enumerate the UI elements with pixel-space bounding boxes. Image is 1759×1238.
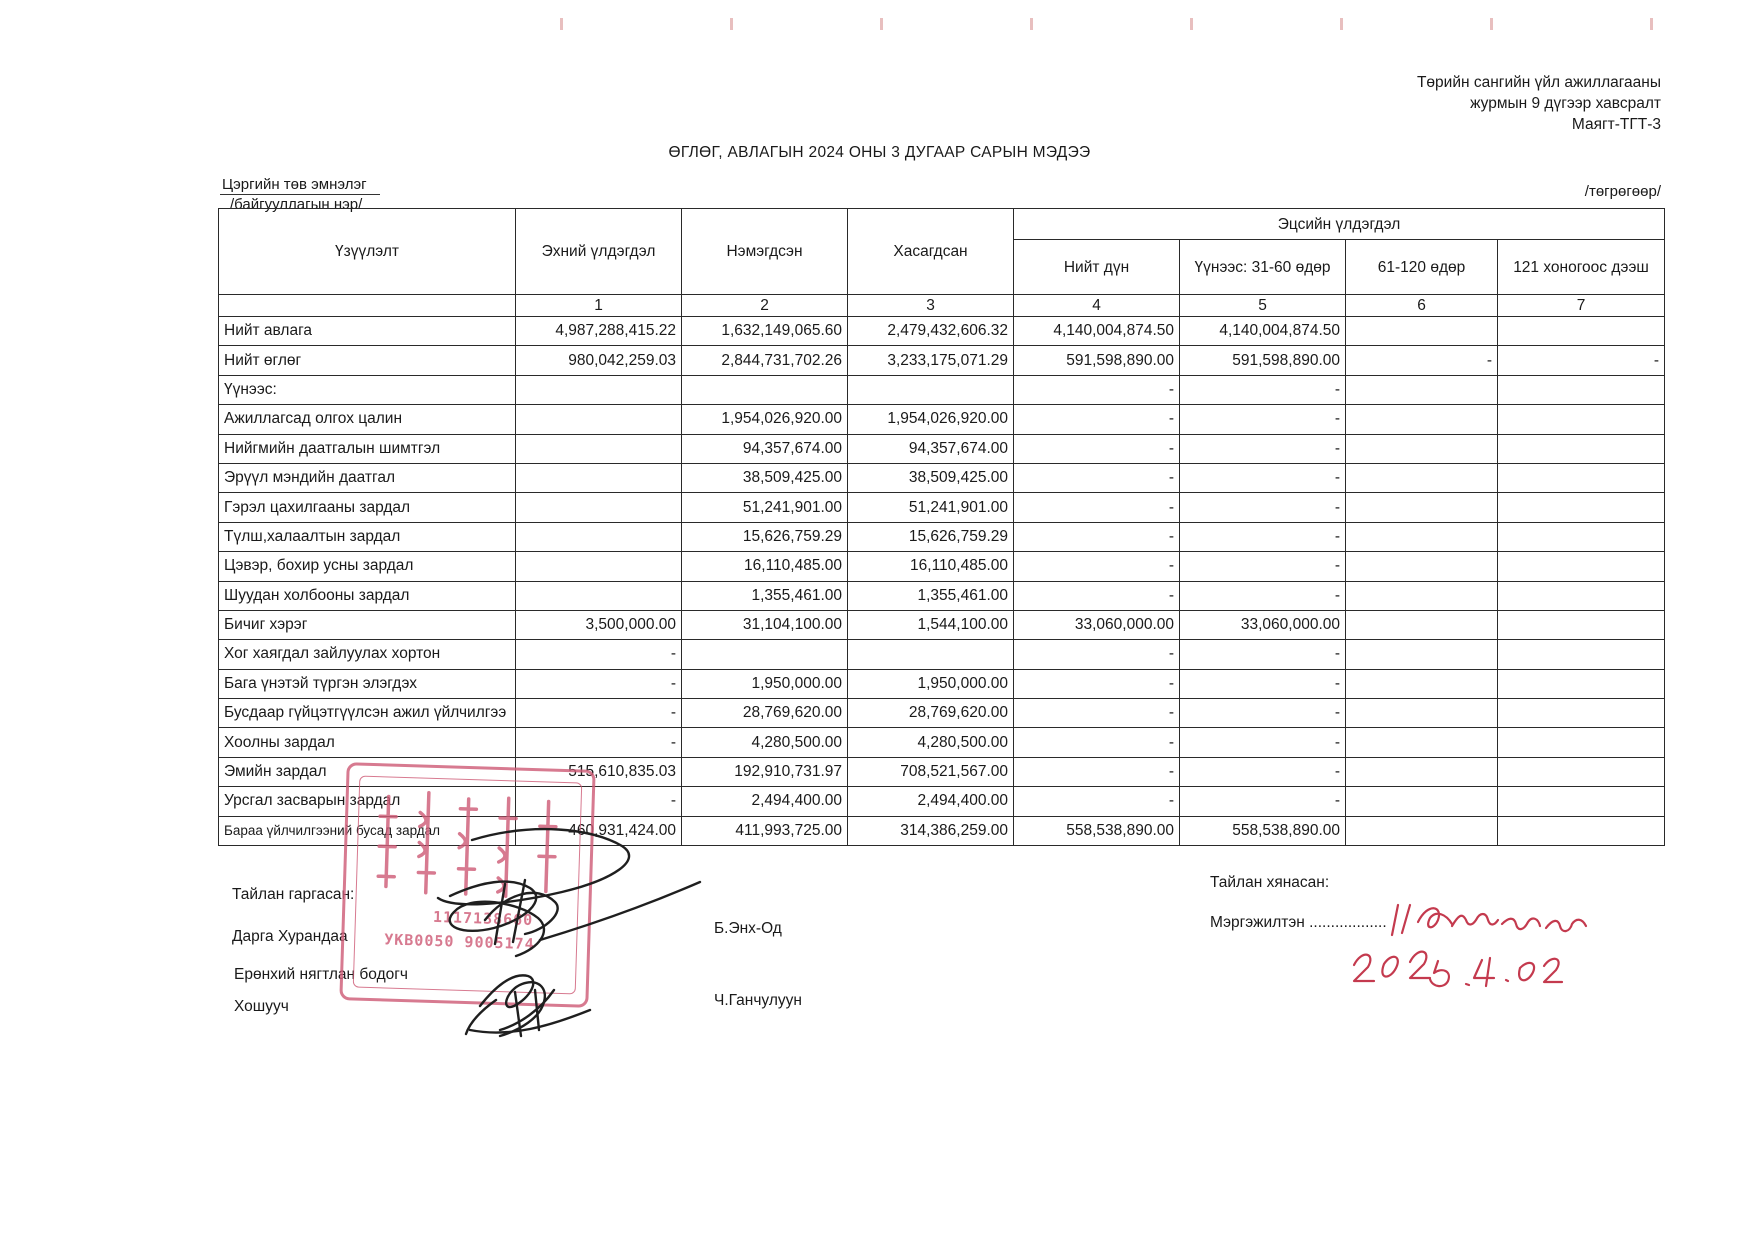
stamp-mongolian-script bbox=[342, 765, 592, 1005]
organization-name: Цэргийн төв эмнэлэг bbox=[222, 176, 367, 193]
cell-c2: 1,632,149,065.60 bbox=[682, 317, 848, 346]
cell-c6 bbox=[1346, 375, 1498, 404]
cell-c5: 591,598,890.00 bbox=[1180, 346, 1346, 375]
currency-unit: /төгрөгөөр/ bbox=[1584, 183, 1661, 200]
cell-c4: - bbox=[1014, 552, 1180, 581]
cell-c1 bbox=[516, 405, 682, 434]
cell-c2: 2,844,731,702.26 bbox=[682, 346, 848, 375]
cell-c4: - bbox=[1014, 405, 1180, 434]
cell-c7 bbox=[1498, 728, 1665, 757]
table-row bbox=[219, 405, 1665, 434]
row-label: Хоолны зардал bbox=[219, 728, 516, 757]
cell-c7 bbox=[1498, 434, 1665, 463]
table-row bbox=[219, 699, 1665, 728]
cell-c2: 38,509,425.00 bbox=[682, 463, 848, 492]
cell-c5: - bbox=[1180, 669, 1346, 698]
cell-c7 bbox=[1498, 787, 1665, 816]
column-index: 7 bbox=[1498, 295, 1665, 317]
row-label: Нийгмийн даатгалын шимтгэл bbox=[219, 434, 516, 463]
cell-c3: 38,509,425.00 bbox=[848, 463, 1014, 492]
column-index: 1 bbox=[516, 295, 682, 317]
cell-c3: 1,544,100.00 bbox=[848, 610, 1014, 639]
cell-c6 bbox=[1346, 463, 1498, 492]
row-label: Бичиг хэрэг bbox=[219, 610, 516, 639]
column-index-blank bbox=[219, 295, 516, 317]
cell-c5: 33,060,000.00 bbox=[1180, 610, 1346, 639]
cell-c6 bbox=[1346, 610, 1498, 639]
table-row bbox=[219, 552, 1665, 581]
row-label: Эрүүл мэндийн даатгал bbox=[219, 463, 516, 492]
cell-c3: 51,241,901.00 bbox=[848, 493, 1014, 522]
cell-c3: 314,386,259.00 bbox=[848, 816, 1014, 845]
cell-c1: 515,610,835.03 bbox=[516, 757, 682, 786]
cell-c2: 1,954,026,920.00 bbox=[682, 405, 848, 434]
row-label: Цэвэр, бохир усны зардал bbox=[219, 552, 516, 581]
cell-c2: 4,280,500.00 bbox=[682, 728, 848, 757]
cell-c6 bbox=[1346, 640, 1498, 669]
cell-c4: - bbox=[1014, 787, 1180, 816]
cell-c3: 708,521,567.00 bbox=[848, 757, 1014, 786]
row-label: Эмийн зардал bbox=[219, 757, 516, 786]
cell-c4: - bbox=[1014, 493, 1180, 522]
cell-c2: 1,950,000.00 bbox=[682, 669, 848, 698]
director-name: Б.Энх-Од bbox=[714, 920, 782, 937]
column-index-row bbox=[219, 295, 1665, 317]
cell-c2: 94,357,674.00 bbox=[682, 434, 848, 463]
cell-c2: 28,769,620.00 bbox=[682, 699, 848, 728]
form-code: Маягт-ТГТ-3 bbox=[1571, 116, 1661, 133]
cell-c5: - bbox=[1180, 581, 1346, 610]
cell-c6 bbox=[1346, 757, 1498, 786]
cell-c6 bbox=[1346, 434, 1498, 463]
cell-c1: - bbox=[516, 699, 682, 728]
cell-c5: - bbox=[1180, 728, 1346, 757]
cell-c2: 31,104,100.00 bbox=[682, 610, 848, 639]
cell-c6 bbox=[1346, 522, 1498, 551]
cell-c5: - bbox=[1180, 522, 1346, 551]
table-row bbox=[219, 463, 1665, 492]
stamp-code: УКВ0050 9005174 bbox=[383, 930, 535, 954]
cell-c4: - bbox=[1014, 522, 1180, 551]
cell-c7 bbox=[1498, 493, 1665, 522]
cell-c4: - bbox=[1014, 434, 1180, 463]
cell-c2: 15,626,759.29 bbox=[682, 522, 848, 551]
table-row bbox=[219, 640, 1665, 669]
cell-c4: - bbox=[1014, 728, 1180, 757]
cell-c2: 411,993,725.00 bbox=[682, 816, 848, 845]
cell-c4: - bbox=[1014, 757, 1180, 786]
cell-c6 bbox=[1346, 669, 1498, 698]
cell-c1: 3,500,000.00 bbox=[516, 610, 682, 639]
cell-c1: - bbox=[516, 669, 682, 698]
cell-c3: 1,950,000.00 bbox=[848, 669, 1014, 698]
cell-c2: 2,494,400.00 bbox=[682, 787, 848, 816]
cell-c5: - bbox=[1180, 699, 1346, 728]
cell-c7 bbox=[1498, 375, 1665, 404]
cell-c1: 980,042,259.03 bbox=[516, 346, 682, 375]
cell-c4: - bbox=[1014, 463, 1180, 492]
cell-c7 bbox=[1498, 522, 1665, 551]
table-row bbox=[219, 669, 1665, 698]
header-over-121-days: 121 хоногоос дээш bbox=[1498, 240, 1665, 295]
column-index: 4 bbox=[1014, 295, 1180, 317]
cell-c3: 1,355,461.00 bbox=[848, 581, 1014, 610]
header-61-120-days: 61-120 өдөр bbox=[1346, 240, 1498, 295]
row-label: Шуудан холбооны зардал bbox=[219, 581, 516, 610]
table-row bbox=[219, 375, 1665, 404]
column-index: 6 bbox=[1346, 295, 1498, 317]
reviewer-title: Мэргэжилтэн .................. bbox=[1210, 914, 1387, 931]
header-closing-balance: Эцсийн үлдэгдэл bbox=[1014, 209, 1665, 240]
cell-c7 bbox=[1498, 581, 1665, 610]
cell-c7: - bbox=[1498, 346, 1665, 375]
form-reference-line1: Төрийн сангийн үйл ажиллагааны bbox=[1416, 74, 1661, 91]
cell-c6 bbox=[1346, 493, 1498, 522]
prepared-by-label: Тайлан гаргасан: bbox=[232, 886, 355, 903]
row-label: Нийт авлага bbox=[219, 317, 516, 346]
cell-c6 bbox=[1346, 581, 1498, 610]
cell-c2: 1,355,461.00 bbox=[682, 581, 848, 610]
cell-c1 bbox=[516, 552, 682, 581]
cell-c3: 94,357,674.00 bbox=[848, 434, 1014, 463]
report-title: ӨГЛӨГ, АВЛАГЫН 2024 ОНЫ 3 ДУГААР САРЫН МЭДЭЭ bbox=[668, 144, 1091, 161]
row-label: Урсгал засварын зардал bbox=[219, 787, 516, 816]
cell-c1: - bbox=[516, 787, 682, 816]
cell-c1 bbox=[516, 434, 682, 463]
cell-c7 bbox=[1498, 640, 1665, 669]
scan-artifacts bbox=[560, 18, 1700, 32]
header-total: Нийт дүн bbox=[1014, 240, 1180, 295]
cell-c2 bbox=[682, 640, 848, 669]
cell-c5: - bbox=[1180, 787, 1346, 816]
cell-c7 bbox=[1498, 552, 1665, 581]
table-row bbox=[219, 493, 1665, 522]
cell-c4: - bbox=[1014, 640, 1180, 669]
cell-c6 bbox=[1346, 787, 1498, 816]
cell-c5: 4,140,004,874.50 bbox=[1180, 317, 1346, 346]
cell-c6 bbox=[1346, 317, 1498, 346]
table-row bbox=[219, 317, 1665, 346]
official-stamp bbox=[339, 762, 595, 1008]
cell-c5: - bbox=[1180, 405, 1346, 434]
cell-c2 bbox=[682, 375, 848, 404]
table-row bbox=[219, 434, 1665, 463]
table-row bbox=[219, 728, 1665, 757]
row-label: Үүнээс: bbox=[219, 375, 516, 404]
cell-c4: 591,598,890.00 bbox=[1014, 346, 1180, 375]
form-reference bbox=[1417, 72, 1661, 135]
cell-c1 bbox=[516, 581, 682, 610]
accountant-rank: Хошууч bbox=[234, 998, 289, 1015]
column-index: 3 bbox=[848, 295, 1014, 317]
table-row bbox=[219, 581, 1665, 610]
cell-c1 bbox=[516, 522, 682, 551]
cell-c4: 4,140,004,874.50 bbox=[1014, 317, 1180, 346]
row-label: Нийт өглөг bbox=[219, 346, 516, 375]
cell-c2: 51,241,901.00 bbox=[682, 493, 848, 522]
table-row bbox=[219, 346, 1665, 375]
row-label: Гэрэл цахилгааны зардал bbox=[219, 493, 516, 522]
column-index: 5 bbox=[1180, 295, 1346, 317]
cell-c7 bbox=[1498, 816, 1665, 845]
cell-c2: 16,110,485.00 bbox=[682, 552, 848, 581]
cell-c6 bbox=[1346, 552, 1498, 581]
cell-c4: - bbox=[1014, 699, 1180, 728]
row-label: Ажиллагсад олгох цалин bbox=[219, 405, 516, 434]
cell-c1 bbox=[516, 493, 682, 522]
cell-c3: 2,494,400.00 bbox=[848, 787, 1014, 816]
accountant-name: Ч.Ганчулуун bbox=[714, 992, 802, 1009]
cell-c6 bbox=[1346, 728, 1498, 757]
cell-c6 bbox=[1346, 816, 1498, 845]
cell-c5: - bbox=[1180, 757, 1346, 786]
cell-c5: 558,538,890.00 bbox=[1180, 816, 1346, 845]
cell-c6: - bbox=[1346, 346, 1498, 375]
table-row bbox=[219, 522, 1665, 551]
cell-c5: - bbox=[1180, 552, 1346, 581]
reviewed-by-label: Тайлан хянасан: bbox=[1210, 874, 1330, 891]
cell-c7 bbox=[1498, 610, 1665, 639]
cell-c5: - bbox=[1180, 640, 1346, 669]
cell-c1 bbox=[516, 463, 682, 492]
cell-c1 bbox=[516, 375, 682, 404]
cell-c2: 192,910,731.97 bbox=[682, 757, 848, 786]
receivables-payables-table bbox=[218, 208, 1665, 846]
form-reference-line2: журмын 9 дүгээр хавсралт bbox=[1470, 95, 1661, 112]
cell-c4: 33,060,000.00 bbox=[1014, 610, 1180, 639]
table-body bbox=[219, 295, 1665, 846]
cell-c5: - bbox=[1180, 493, 1346, 522]
cell-c3: 15,626,759.29 bbox=[848, 522, 1014, 551]
organization-underline bbox=[220, 194, 380, 195]
organization-caption: /байгууллагын нэр/ bbox=[230, 196, 363, 213]
cell-c4: - bbox=[1014, 581, 1180, 610]
accountant-title: Ерөнхий нягтлан бодогч bbox=[234, 966, 408, 983]
cell-c1: 460,931,424.00 bbox=[516, 816, 682, 845]
cell-c5: - bbox=[1180, 463, 1346, 492]
header-reduced: Хасагдсан bbox=[848, 209, 1014, 295]
cell-c6 bbox=[1346, 699, 1498, 728]
cell-c7 bbox=[1498, 317, 1665, 346]
cell-c4: - bbox=[1014, 669, 1180, 698]
row-label: Бусдаар гүйцэтгүүлсэн ажил үйлчилгээ bbox=[219, 699, 516, 728]
cell-c3: 28,769,620.00 bbox=[848, 699, 1014, 728]
column-index: 2 bbox=[682, 295, 848, 317]
cell-c1: - bbox=[516, 728, 682, 757]
cell-c5: - bbox=[1180, 375, 1346, 404]
cell-c3: 2,479,432,606.32 bbox=[848, 317, 1014, 346]
row-label: Түлш,халаалтын зардал bbox=[219, 522, 516, 551]
table-row bbox=[219, 610, 1665, 639]
header-31-60-days: Үүнээс: 31-60 өдөр bbox=[1180, 240, 1346, 295]
cell-c7 bbox=[1498, 699, 1665, 728]
cell-c4: - bbox=[1014, 375, 1180, 404]
cell-c3: 16,110,485.00 bbox=[848, 552, 1014, 581]
cell-c3 bbox=[848, 375, 1014, 404]
cell-c7 bbox=[1498, 405, 1665, 434]
row-label: Бараа үйлчилгээний бусад зардал bbox=[219, 816, 516, 845]
director-title: Дарга Хурандаа bbox=[232, 928, 348, 945]
cell-c3: 3,233,175,071.29 bbox=[848, 346, 1014, 375]
cell-c3: 1,954,026,920.00 bbox=[848, 405, 1014, 434]
header-added: Нэмэгдсэн bbox=[682, 209, 848, 295]
row-label: Бага үнэтэй түргэн элэгдэх bbox=[219, 669, 516, 698]
cell-c3: 4,280,500.00 bbox=[848, 728, 1014, 757]
header-indicator: Үзүүлэлт bbox=[219, 209, 516, 295]
cell-c4: 558,538,890.00 bbox=[1014, 816, 1180, 845]
cell-c7 bbox=[1498, 463, 1665, 492]
cell-c1: 4,987,288,415.22 bbox=[516, 317, 682, 346]
header-opening-balance: Эхний үлдэгдэл bbox=[516, 209, 682, 295]
stamp-number: 1117138660 bbox=[432, 907, 534, 930]
cell-c5: - bbox=[1180, 434, 1346, 463]
row-label: Хог хаягдал зайлуулах хортон bbox=[219, 640, 516, 669]
cell-c6 bbox=[1346, 405, 1498, 434]
cell-c3 bbox=[848, 640, 1014, 669]
cell-c1: - bbox=[516, 640, 682, 669]
cell-c7 bbox=[1498, 757, 1665, 786]
cell-c7 bbox=[1498, 669, 1665, 698]
